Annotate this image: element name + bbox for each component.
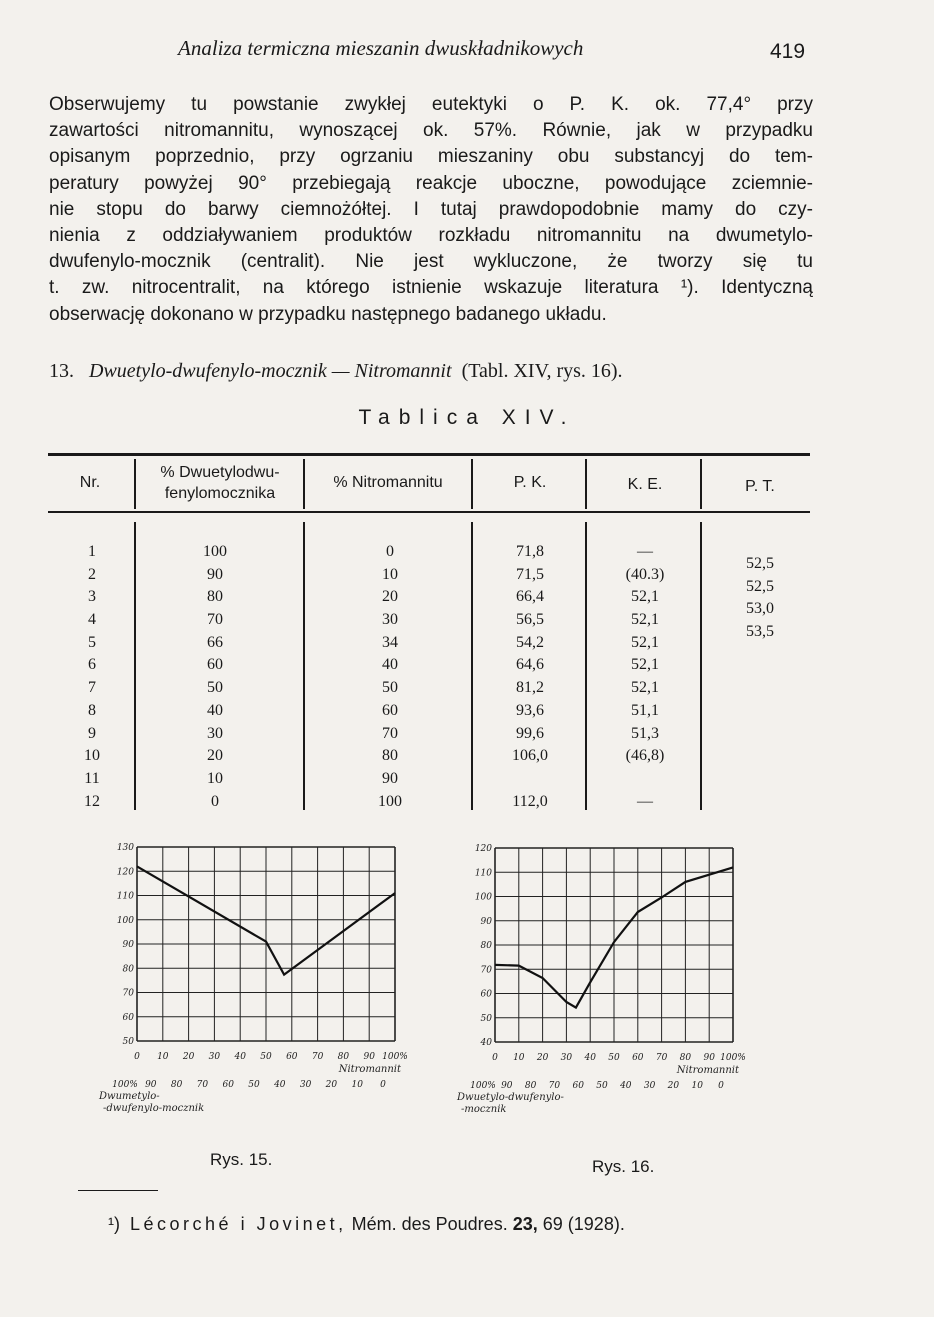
column-divider (303, 459, 305, 509)
y-tick-label: 50 (480, 1013, 492, 1024)
paragraph-line: obserwację dokonano w przypadku następnego badanego układu. (49, 303, 607, 325)
y-tick-label: 100 (474, 892, 492, 903)
x-tick-label: 60 (572, 1081, 584, 1091)
y-tick-label: 90 (122, 940, 134, 950)
table-cell-ke: 52,1 (631, 679, 659, 697)
x-tick-label: 10 (691, 1081, 703, 1091)
y-tick-label: 110 (474, 868, 492, 879)
figure-caption: Rys. 15. (210, 1150, 273, 1169)
table-cell-b: 70 (382, 724, 398, 742)
table-cell-ke: — (637, 792, 653, 810)
column-divider (700, 522, 702, 810)
y-tick-label: 70 (122, 988, 134, 999)
section-reference: (Tabl. XIV, rys. 16). (461, 360, 623, 382)
header-dwuetylo (140, 462, 300, 504)
page-number: 419 (770, 40, 806, 63)
body-paragraph (49, 92, 813, 328)
column-divider (303, 522, 305, 810)
axis-label-component: Dwumetylo- (99, 1091, 160, 1102)
x-tick-label: 50 (596, 1081, 608, 1091)
table-cell-ke: 52,1 (631, 588, 659, 606)
table-cell-pt: 53,0 (746, 600, 774, 618)
x-tick-label: 20 (325, 1080, 338, 1090)
x-tick-label: 100% (382, 1052, 408, 1062)
x-tick-label: 100% (720, 1053, 746, 1063)
table-cell-b: 90 (382, 769, 398, 787)
table-title: Tablica XIV. (358, 406, 576, 429)
x-tick-label: 20 (667, 1081, 680, 1091)
x-tick-label: 30 (643, 1081, 656, 1091)
paragraph-line: t. zw. nitrocentralit, na którego istnienie wskazuje literatura ¹). Identyczną (49, 277, 813, 299)
x-tick-label: 30 (560, 1053, 573, 1063)
table-cell-nr: 12 (84, 792, 100, 810)
table-cell-a: 90 (207, 565, 223, 583)
figure-rys-16 (445, 835, 775, 1145)
x-tick-label: 30 (208, 1052, 221, 1062)
x-tick-label: 0 (380, 1080, 386, 1090)
table-cell-pk: 64,6 (516, 656, 544, 674)
table-cell-pk: 106,0 (512, 747, 548, 765)
section-heading (49, 360, 815, 383)
table-cell-b: 50 (382, 679, 398, 697)
table-cell-nr: 3 (88, 588, 96, 606)
table-cell-nr: 11 (84, 769, 100, 787)
column-divider (134, 522, 136, 810)
column-divider (471, 522, 473, 810)
paragraph-line: peratury powyżej 90° przebiegają reakcje uboczne, powodujące zciemnie- (49, 172, 813, 194)
footnote-mark: ¹) (108, 1214, 120, 1234)
paragraph-line: zawartości nitromannitu, wynoszącej ok. 57%. Równie, jak w przypadku (49, 120, 813, 142)
table-cell-ke: — (637, 543, 653, 560)
axis-label-component: Dwuetylo-dwufenylo- (457, 1092, 564, 1103)
y-tick-label: 120 (474, 844, 492, 854)
x-tick-label: 100% (470, 1081, 496, 1091)
paragraph-line: dwufenylo-mocznik (centralit). Nie jest wykluczone, że tworzy się tu (49, 251, 813, 273)
table-cell-b: 20 (382, 588, 398, 606)
column-divider (585, 459, 587, 509)
paragraph-line: nienia z oddziaływaniem produktów rozkładu nitromannitu na dwumetylo- (49, 225, 813, 247)
x-tick-label: 70 (655, 1053, 668, 1063)
paragraph-line: nie stopu do barwy ciemnożółtej. I tutaj prawdopodobnie mamy do czy- (49, 198, 813, 220)
table-cell-pk: 81,2 (516, 679, 544, 697)
y-tick-label: 50 (122, 1037, 134, 1047)
table-cell-pt: 53,5 (746, 623, 774, 641)
table-cell-nr: 6 (88, 656, 96, 674)
table-cell-pt: 52,5 (746, 555, 774, 572)
footnote (108, 1214, 625, 1235)
table-cell-a: 0 (211, 792, 219, 810)
header-dwuetylo-line2: fenylomocznika (164, 485, 276, 502)
table-cell-pt (720, 644, 800, 667)
table-cell-b: 60 (382, 701, 398, 719)
x-tick-label: 80 (679, 1053, 692, 1063)
x-tick-label: 20 (182, 1052, 195, 1062)
x-tick-label: 0 (492, 1053, 498, 1063)
table-cell-ke: 52,1 (631, 611, 659, 629)
x-tick-label: 70 (196, 1080, 209, 1090)
table-top-rule (48, 453, 810, 456)
table-cell-nr: 9 (88, 724, 96, 742)
table-cell-pk: 71,8 (516, 543, 544, 560)
x-tick-label: 90 (145, 1080, 157, 1090)
y-tick-label: 90 (480, 916, 492, 927)
table-cell-a: 66 (207, 633, 223, 651)
x-tick-label: 70 (548, 1081, 561, 1091)
table-cell-pk: 112,0 (512, 792, 548, 810)
header-pk: P. K. (513, 474, 547, 491)
footnote-authors: Lécorché i Jovinet, (130, 1214, 347, 1234)
table-cell-a: 50 (207, 679, 223, 697)
x-tick-label: 80 (170, 1080, 183, 1090)
column-divider (585, 522, 587, 810)
footnote-rule (78, 1190, 158, 1191)
column-divider (700, 459, 702, 509)
running-header-title: Analiza termiczna mieszanin dwuskładnikowych (178, 36, 584, 60)
x-tick-label: 40 (620, 1081, 632, 1091)
x-tick-label: 60 (632, 1053, 644, 1063)
table-cell-pk: 54,2 (516, 633, 544, 651)
y-tick-label: 100 (116, 915, 134, 926)
y-tick-label: 60 (480, 989, 492, 1000)
table-cell-b: 0 (386, 543, 394, 560)
x-tick-label: 80 (524, 1081, 537, 1091)
table-cell-b: 30 (382, 611, 398, 629)
table-cell-ke: 51,1 (631, 701, 659, 719)
y-tick-label: 70 (480, 965, 492, 976)
column-divider (471, 459, 473, 509)
x-tick-label: 10 (513, 1053, 525, 1063)
table-cell-nr: 4 (88, 611, 96, 629)
axis-label-component: -dwufenylo-mocznik (103, 1103, 205, 1114)
table-cell-a: 40 (207, 701, 223, 719)
table-cell-ke: (46,8) (625, 747, 665, 765)
x-tick-label: 50 (260, 1052, 272, 1062)
axis-label-nitromannit: Nitromannit (338, 1064, 401, 1075)
x-tick-label: 100% (112, 1080, 138, 1090)
x-tick-label: 40 (274, 1080, 286, 1090)
x-tick-label: 40 (584, 1053, 596, 1063)
table-cell-ke: 51,3 (631, 724, 659, 742)
axis-label-component: -mocznik (461, 1104, 507, 1115)
header-pt: P. T. (745, 478, 775, 495)
header-nr: Nr. (79, 474, 101, 491)
table-cell-nr: 5 (88, 633, 96, 651)
figure-rys-15 (92, 835, 422, 1135)
table-cell-pt: 52,5 (746, 577, 774, 595)
figure-caption: Rys. 16. (592, 1157, 655, 1176)
table-cell-ke: (40.3) (625, 565, 665, 583)
x-tick-label: 80 (337, 1052, 350, 1062)
x-tick-label: 60 (286, 1052, 298, 1062)
table-cell-pk: 99,6 (516, 724, 544, 742)
table-cell-nr: 1 (88, 543, 96, 560)
table-cell-b: 80 (382, 747, 398, 765)
table-cell-a: 70 (207, 611, 223, 629)
column-divider (134, 459, 136, 509)
table-cell-b: 100 (378, 792, 402, 810)
section-title: Dwuetylo-dwufenylo-mocznik — Nitromannit (89, 360, 452, 382)
table-header-rule (48, 511, 810, 513)
paragraph-line: opisanym poprzednio, przy ogrzaniu mieszaniny obu substancyj do tem- (49, 146, 813, 168)
x-tick-label: 10 (351, 1080, 363, 1090)
header-dwuetylo-line1: % Dwuetylodwu- (160, 464, 280, 481)
column-pk (490, 541, 570, 813)
x-tick-label: 10 (157, 1052, 169, 1062)
y-tick-label: 80 (480, 941, 492, 951)
table-cell-ke: 52,1 (631, 656, 659, 674)
footnote-text: Mém. des Poudres. (351, 1214, 508, 1234)
column-dwuetylo (175, 541, 255, 813)
column-nitromannit (350, 541, 430, 813)
x-tick-label: 40 (234, 1052, 246, 1062)
x-tick-label: 0 (134, 1052, 140, 1062)
footnote-volume: 23, (512, 1214, 538, 1234)
table-cell-pk (490, 768, 570, 791)
x-tick-label: 30 (299, 1080, 312, 1090)
axis-label-nitromannit: Nitromannit (676, 1065, 739, 1076)
table-cell-pk: 93,6 (516, 701, 544, 719)
table-cell-ke: 52,1 (631, 633, 659, 651)
x-tick-label: 90 (703, 1053, 715, 1063)
y-tick-label: 80 (122, 964, 134, 975)
table-cell-pk: 66,4 (516, 588, 544, 606)
x-tick-label: 50 (248, 1080, 260, 1090)
x-tick-label: 60 (222, 1080, 234, 1090)
table-cell-nr: 8 (88, 701, 96, 719)
y-tick-label: 60 (122, 1012, 134, 1023)
y-tick-label: 130 (116, 843, 134, 853)
table-cell-a: 80 (207, 588, 223, 606)
y-tick-label: 110 (116, 891, 134, 902)
paragraph-line: Obserwujemy tu powstanie zwykłej eutektyki o P. K. ok. 77,4° przy (49, 94, 813, 115)
column-nr (70, 541, 114, 813)
header-nitromannit: % Nitromannitu (333, 474, 443, 491)
x-tick-label: 0 (718, 1081, 724, 1091)
table-cell-nr: 2 (88, 565, 96, 583)
x-tick-label: 90 (363, 1052, 375, 1062)
y-tick-label: 120 (116, 867, 134, 878)
table-cell-a: 10 (207, 769, 223, 787)
table-cell-pk: 71,5 (516, 565, 544, 583)
x-tick-label: 20 (536, 1053, 549, 1063)
table-cell-a: 60 (207, 656, 223, 674)
table-cell-a: 100 (203, 543, 227, 560)
x-tick-label: 70 (311, 1052, 324, 1062)
section-number: 13. (49, 360, 74, 382)
table-cell-a: 30 (207, 724, 223, 742)
table-cell-ke (605, 768, 685, 791)
y-tick-label: 40 (480, 1038, 492, 1048)
table-cell-a: 20 (207, 747, 223, 765)
table-cell-b: 40 (382, 656, 398, 674)
table-cell-b: 34 (382, 633, 398, 651)
table-cell-nr: 10 (84, 747, 100, 765)
table-cell-nr: 7 (88, 679, 96, 697)
header-ke: K. E. (627, 476, 663, 493)
footnote-rest: 69 (1928). (542, 1214, 625, 1234)
column-pt (720, 553, 800, 666)
table-cell-pk: 56,5 (516, 611, 544, 629)
column-ke (605, 541, 685, 813)
table-cell-b: 10 (382, 565, 398, 583)
x-tick-label: 90 (501, 1081, 513, 1091)
x-tick-label: 50 (608, 1053, 620, 1063)
